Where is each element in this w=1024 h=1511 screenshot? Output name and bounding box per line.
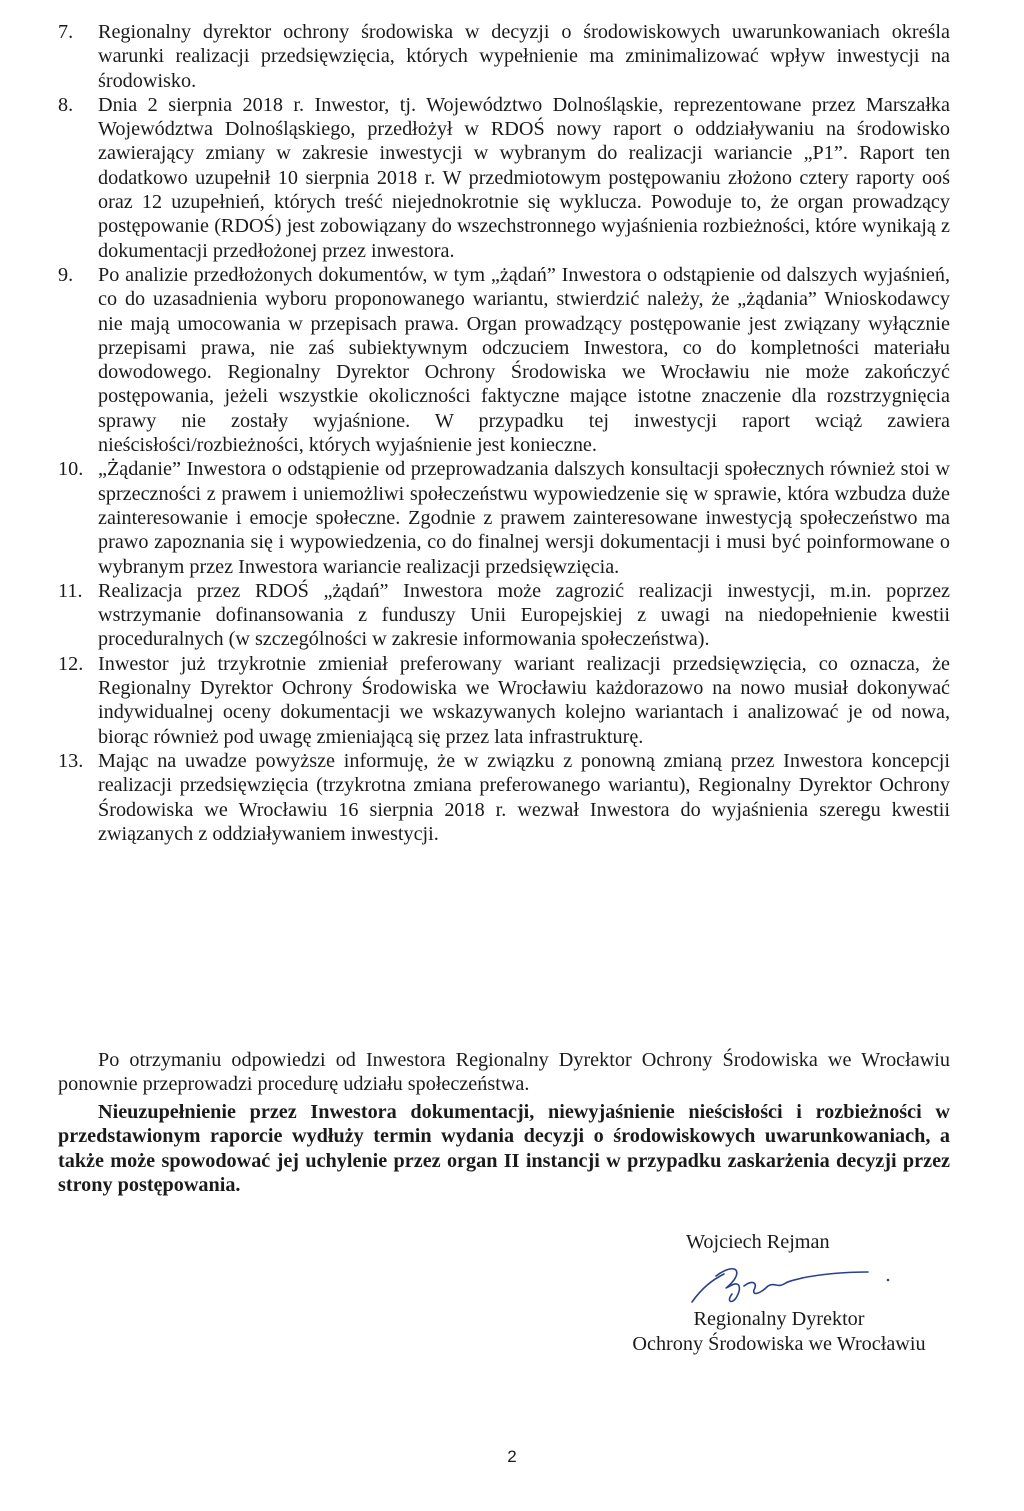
list-item — [58, 93, 950, 263]
page-number: 2 — [507, 1447, 517, 1466]
list-item-text: „Żądanie” Inwestora o odstąpienie od przeprowadzania dalszych konsultacji społecznych również stoi w sprzeczności z prawem i uniemożliwi społeczeństwu wypowiedzenie się w sprawie, która wzbudza duże zainteresowanie i emocje społeczne. Zgodnie z prawem zainteresowane inwestycją społeczeństwo ma prawo zapoznania się i wypowiedzenia, co do finalnej wersji dokumentacji i musi być poinformowane o wybranym przez Inwestora wariancie realizacji przedsięwzięcia. — [98, 458, 950, 578]
signatory-title — [606, 1307, 952, 1356]
list-item-text: Po analizie przedłożonych dokumentów, w tym „żądań” Inwestora o odstąpienie od dalszych wyjaśnień, co do uzasadnienia wyboru proponowanego wariantu, stwierdzić należy, że „żądania” Wnioskodawcy nie mają umocowania w przepisach prawa. Organ prowadzący postępowanie jest związany wyłącznie przepisami prawa, nie zaś subiektywnym odczuciem Inwestora, co do kompletności materiału dowodowego. Regionalny Dyrektor Ochrony Środowiska we Wrocławiu nie może zakończyć postępowania, jeżeli wszystkie okoliczności faktyczne mające istotne znaczenie dla rozstrzygnięcia sprawy nie zostały wyjaśnione. W przypadku tej inwestycji raport wciąż zawiera nieścisłości/rozbieżności, których wyjaśnienie jest konieczne. — [98, 263, 950, 457]
closing-paragraph: Po otrzymaniu odpowiedzi od Inwestora Regionalny Dyrektor Ochrony Środowiska we Wrocławiu ponownie przeprowadzi procedurę udziału społeczeństwa. — [58, 1049, 950, 1096]
list-item — [58, 20, 950, 93]
list-item-number: 11. — [58, 579, 83, 602]
list-item-number: 9. — [58, 263, 74, 286]
list-item-number: 7. — [58, 21, 74, 43]
list-item-number: 10. — [58, 458, 84, 481]
signatory-title-line2: Ochrony Środowiska we Wrocławiu — [632, 1332, 926, 1355]
list-item-text: Dnia 2 sierpnia 2018 r. Inwestor, tj. Województwo Dolnośląskie, reprezentowane przez Marszałka Województwa Dolnośląskiego, przedłożył w RDOŚ nowy raport o oddziaływaniu na środowisko zawierający zmiany w zakresie inwestycji w wybranym do realizacji wariancie „P1”. Raport ten dodatkowo uzupełnił 10 sierpnia 2018 r. W przedmiotowym postępowaniu złożono cztery raporty ooś oraz 12 uzupełnień, których treść niejednokrotnie się wyklucza. Powoduje to, że organ prowadzący postępowanie (RDOŚ) jest zobowiązany do wszechstronnego wyjaśnienia rozbieżności, które wynikają z dokumentacji przedłożonej przez inwestora. — [98, 93, 950, 262]
list-item — [58, 652, 950, 749]
list-item — [58, 457, 950, 578]
list-item-number: 13. — [58, 749, 84, 772]
signatory-name: Wojciech Rejman — [686, 1231, 830, 1253]
bold-notice-paragraph: Nieuzupełnienie przez Inwestora dokumentacji, niewyjaśnienie nieścisłości i rozbieżności w przedstawionym raporcie wydłuży termin wydania decyzji o środowiskowych uwarunkowaniach, a także może spowodować jej uchylenie przez organ II instancji w przypadku zaskarżenia decyzji przez strony postępowania. — [58, 1101, 950, 1196]
list-item-number: 8. — [58, 93, 74, 116]
signatory-title-line1: Regionalny Dyrektor — [693, 1308, 865, 1330]
handwritten-signature — [672, 1258, 902, 1308]
list-item — [58, 263, 950, 457]
list-item-text: Regionalny dyrektor ochrony środowiska w decyzji o środowiskowych uwarunkowaniach określa warunki realizacji przedsięwzięcia, których wypełnienie ma zminimalizować wpływ inwestycji na środowisko. — [98, 21, 950, 92]
list-item — [58, 579, 950, 652]
numbered-list — [58, 20, 950, 846]
list-item — [58, 749, 950, 846]
list-item-text: Realizacja przez RDOŚ „żądań” Inwestora może zagrozić realizacji inwestycji, m.in. poprzez wstrzymanie dofinansowania z funduszy Unii Europejskiej z uwagi na niedopełnienie kwestii proceduralnych (w szczególności w zakresie informowania społeczeństwa). — [98, 579, 950, 651]
list-item-text: Mając na uwadze powyższe informuję, że w związku z ponowną zmianą przez Inwestora koncepcji realizacji przedsięwzięcia (trzykrotna zmiana preferowanego wariantu), Regionalny Dyrektor Ochrony Środowiska we Wrocławiu 16 sierpnia 2018 r. wezwał Inwestora do wyjaśnienia szeregu kwestii związanych z oddziaływaniem inwestycji. — [98, 749, 950, 845]
list-item-number: 12. — [58, 652, 84, 675]
list-item-text: Inwestor już trzykrotnie zmieniał preferowany wariant realizacji przedsięwzięcia, co oznacza, że Regionalny Dyrektor Ochrony Środowiska we Wrocławiu każdorazowo na nowo musiał dokonywać indywidualnej oceny dokumentacji we wskazywanych kolejno wariantach i analizować je od nowa, biorąc również pod uwagę zmieniającą się przez lata infrastrukturę. — [98, 652, 950, 748]
